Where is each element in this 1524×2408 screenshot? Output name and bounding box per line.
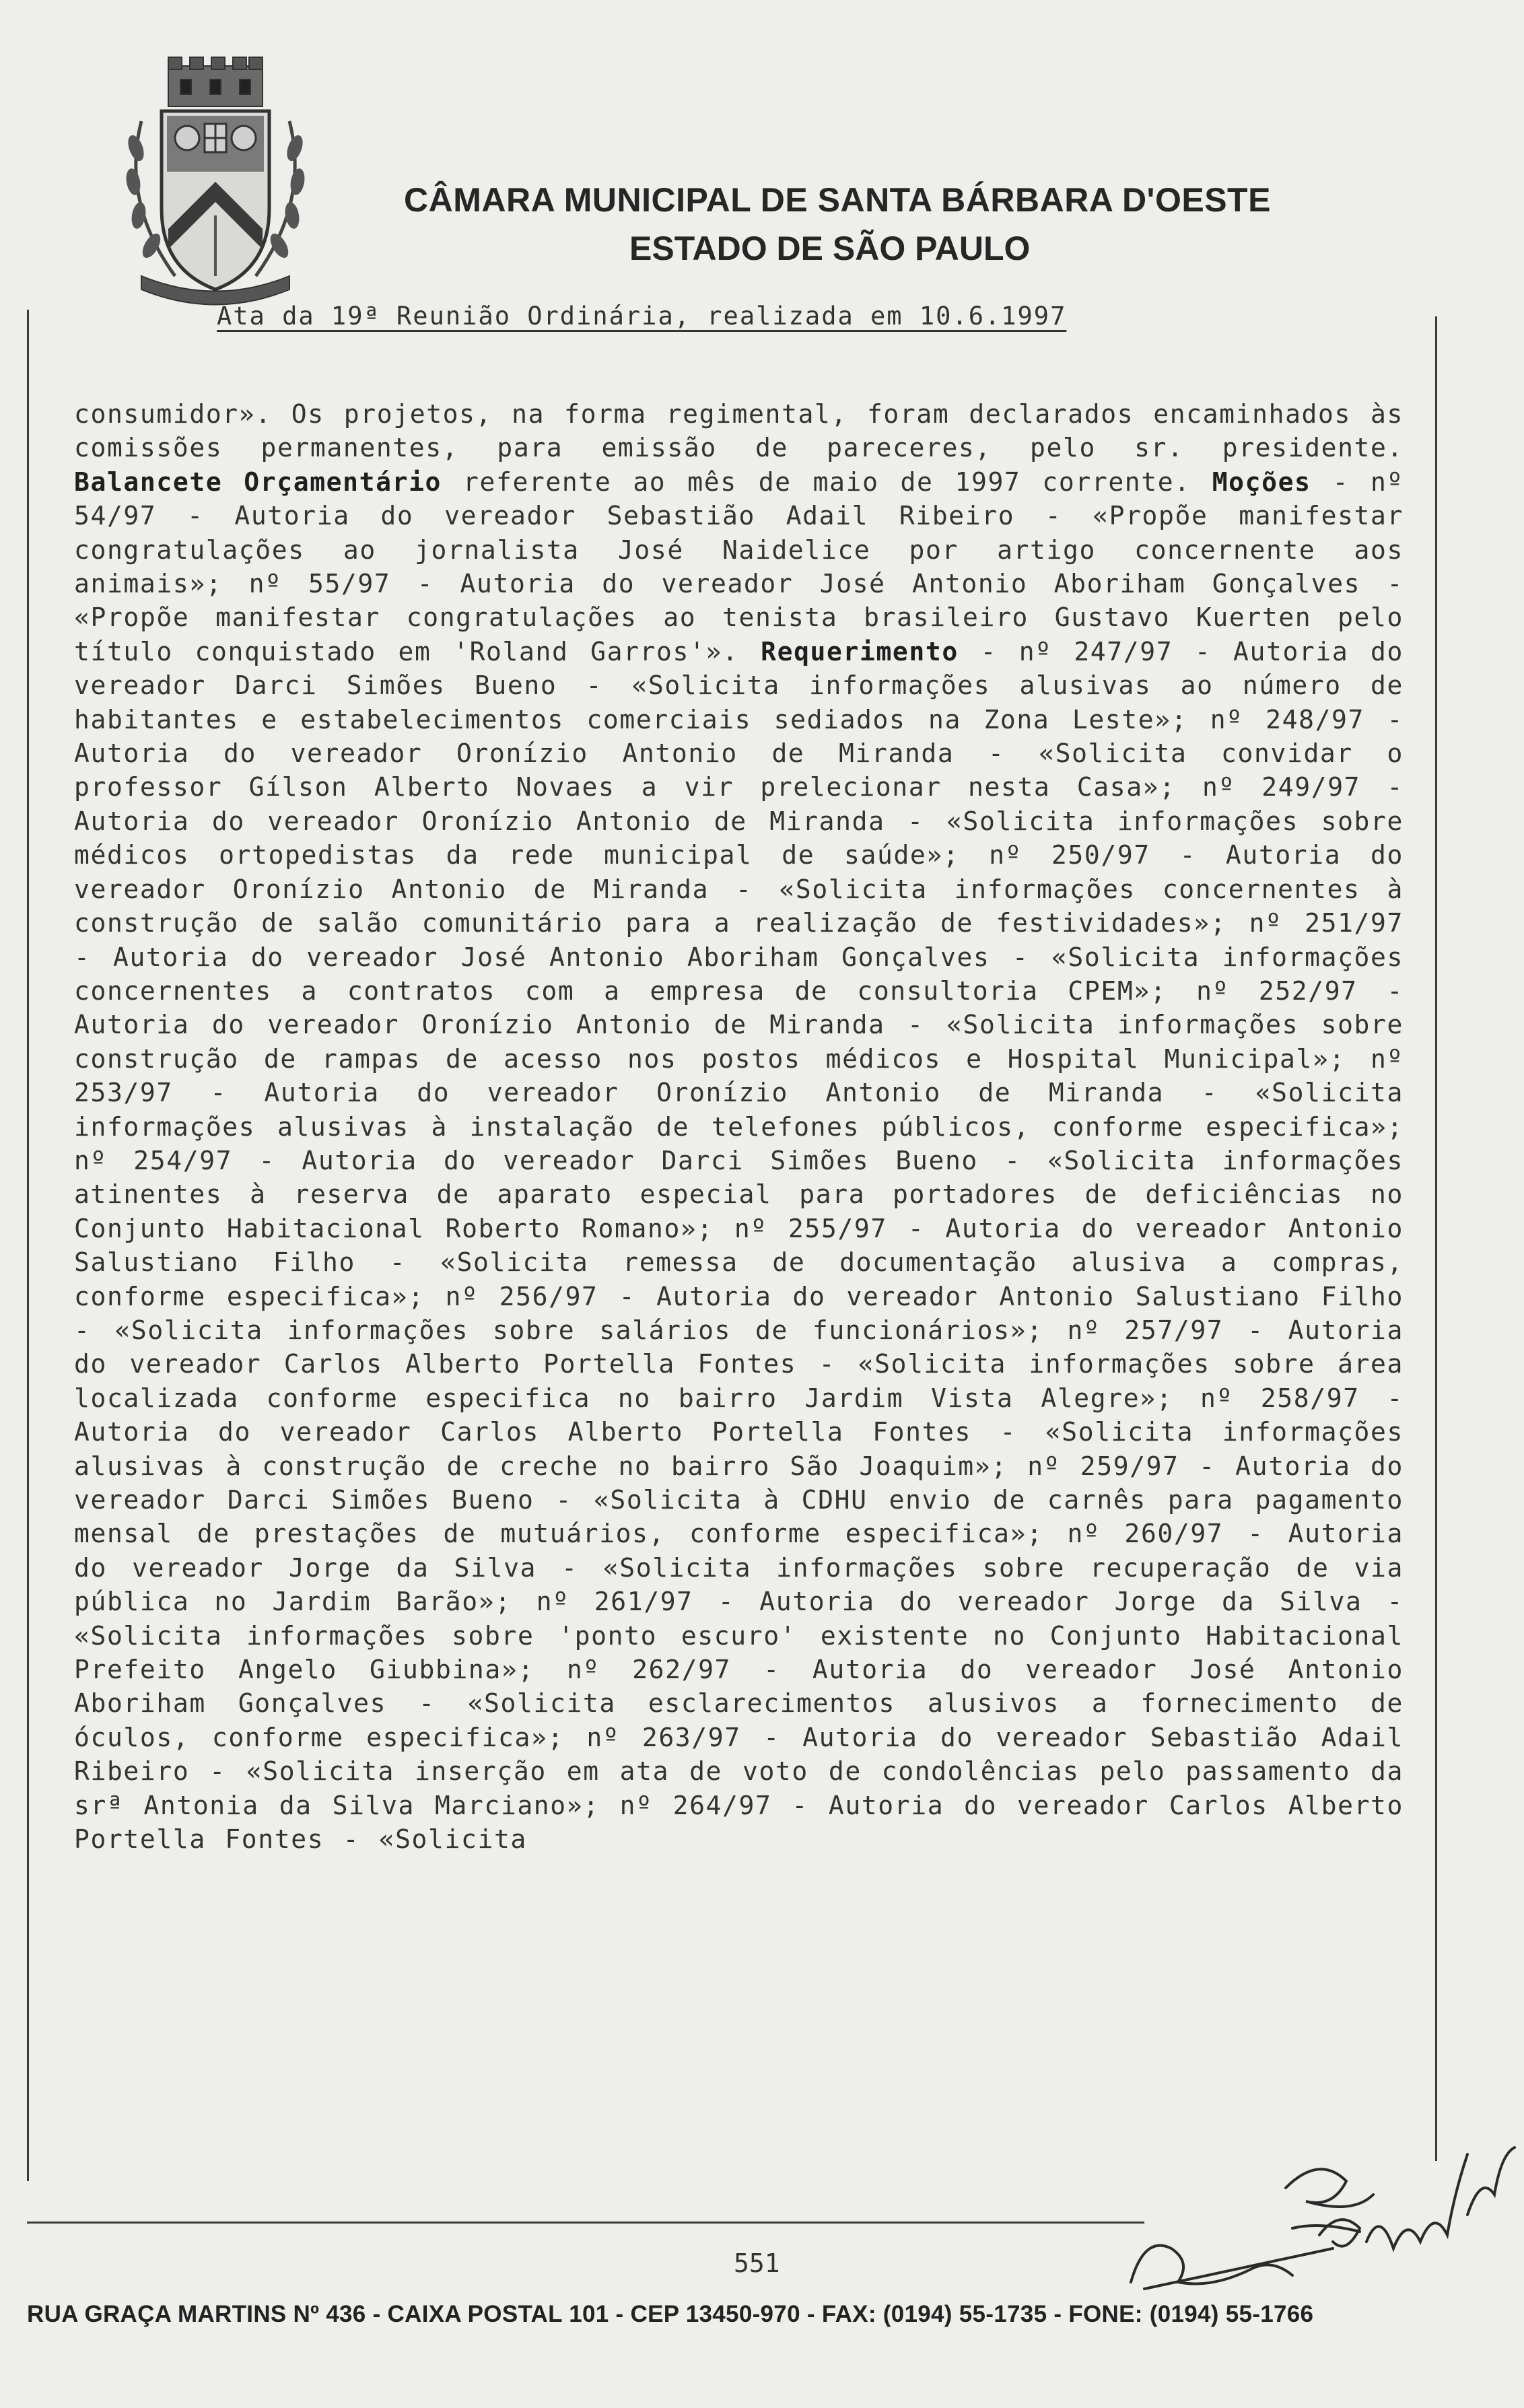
footer-address: RUA GRAÇA MARTINS Nº 436 - CAIXA POSTAL 101 - CEP 13450-970 - FAX: (0194) 55-1735 - FONE: (0194) 55-1766: [27, 2301, 1314, 2327]
bottom-margin-rule: [27, 2222, 1144, 2224]
body-segment: - nº 247/97 - Autoria do vereador Darci Simões Bueno - «Solicita informações alusivas ao número de habitantes e estabelecimentos comerciais sediados na Zona Leste»; nº 248/97 - Autoria do vereador Oronízio Antonio de Miranda - «Solicita convidar o professor Gílson Alberto Novaes a vir prelecionar nesta Casa»; nº 249/97 - Autoria do vereador Oronízio Antonio de Miranda - «Solicita informações sobre médicos ortopedistas da rede municipal de saúde»; nº 250/97 - Autoria do vereador Oronízio Antonio de Miranda - «Solicita informações concernentes à construção de salão comunitário para a realização de festividades»; nº 251/97 - Autoria do vereador José Antonio Aboriham Gonçalves - «Solicita informações concernentes a contratos com a empresa de consultoria CPEM»; nº 252/97 - Autoria do vereador Oronízio Antonio de Miranda - «Solicita informações sobre construção de rampas de acesso nos postos médicos e Hospital Municipal»; nº 253/97 - Autoria do vereador Oronízio Antonio de Miranda - «Solicita informações alusivas à instalação de telefones públicos, conforme especifica»; nº 254/97 - Autoria do vereador Darci Simões Bueno - «Solicita informações atinentes à reserva de aparato especial para portadores de deficiências no Conjunto Habitacional Roberto Romano»; nº 255/97 - Autoria do vereador Antonio Salustiano Filho - «Solicita remessa de documentação alusiva a compras, conforme especifica»; nº 256/97 - Autoria do vereador Antonio Salustiano Filho - «Solicita informações sobre salários de funcionários»; nº 257/97 - Autoria do vereador Carlos Alberto Portella Fontes - «Solicita informações sobre área localizada conforme especifica no bairro Jardim Vista Alegre»; nº 258/97 - Autoria do vereador Carlos Alberto Portella Fontes - «Solicita informações alusivas à construção de creche no bairro São Joaquim»; nº 259/97 - Autoria do vereador Darci Simões Bueno - «Solicita à CDHU envio de carnês para pagamento mensal de prestações de mutuários, conforme especifica»; nº 260/97 - Autoria do vereador Jorge da Silva - «Solicita informações sobre recuperação de via pública no Jardim Barão»; nº 261/97 - Autoria do vereador Jorge da Silva - «Solicita informações sobre 'ponto escuro' existente no Conjunto Habitacional Prefeito Angelo Giubbina»; nº 262/97 - Autoria do vereador José Antonio Aboriham Gonçalves - «Solicita esclarecimentos alusivos a fornecimento de óculos, conforme especifica»; nº 263/97 - Autoria do vereador Sebastião Adail Ribeiro - «Solicita inserção em ata de voto de condolências pelo passamento da srª Antonia da Silva Marciano»; nº 264/97 - Autoria do vereador Carlos Alberto Portella Fontes - «Solicita: [74, 636, 1404, 1855]
section-heading: Requerimento: [761, 636, 959, 666]
left-margin-rule: [27, 310, 29, 2181]
municipal-coat-of-arms-icon: [114, 54, 316, 310]
state-name: ESTADO DE SÃO PAULO: [629, 230, 1031, 267]
right-margin-rule: [1435, 316, 1437, 2161]
handwritten-signatures-icon: [1117, 2114, 1521, 2302]
minutes-title: Ata da 19ª Reunião Ordinária, realizada em 10.6.1997: [217, 302, 1067, 331]
page-number: 551: [734, 2248, 780, 2278]
section-heading: Moções: [1212, 467, 1311, 497]
body-segment: consumidor». Os projetos, na forma regimental, foram declarados encaminhados às comissões permanentes, para emissão de pareceres, pelo sr. presidente.: [74, 399, 1404, 463]
body-segment: - nº 54/97 - Autoria do vereador Sebastião Adail Ribeiro - «Propõe manifestar congratulações ao jornalista José Naidelice por artigo concernente aos animais»; nº 55/97 - Autoria do vereador José Antonio Aboriham Gonçalves - «Propõe manifestar congratulações ao tenista brasileiro Gustavo Kuerten pelo título conquistado em 'Roland Garros'».: [74, 467, 1404, 666]
body-segment: referente ao mês de maio de 1997 corrente.: [442, 467, 1212, 497]
minutes-body-text: [74, 397, 1404, 1856]
section-heading: Balancete Orçamentário: [74, 467, 442, 497]
organization-name: CÂMARA MUNICIPAL DE SANTA BÁRBARA D'OESTE: [404, 181, 1271, 219]
